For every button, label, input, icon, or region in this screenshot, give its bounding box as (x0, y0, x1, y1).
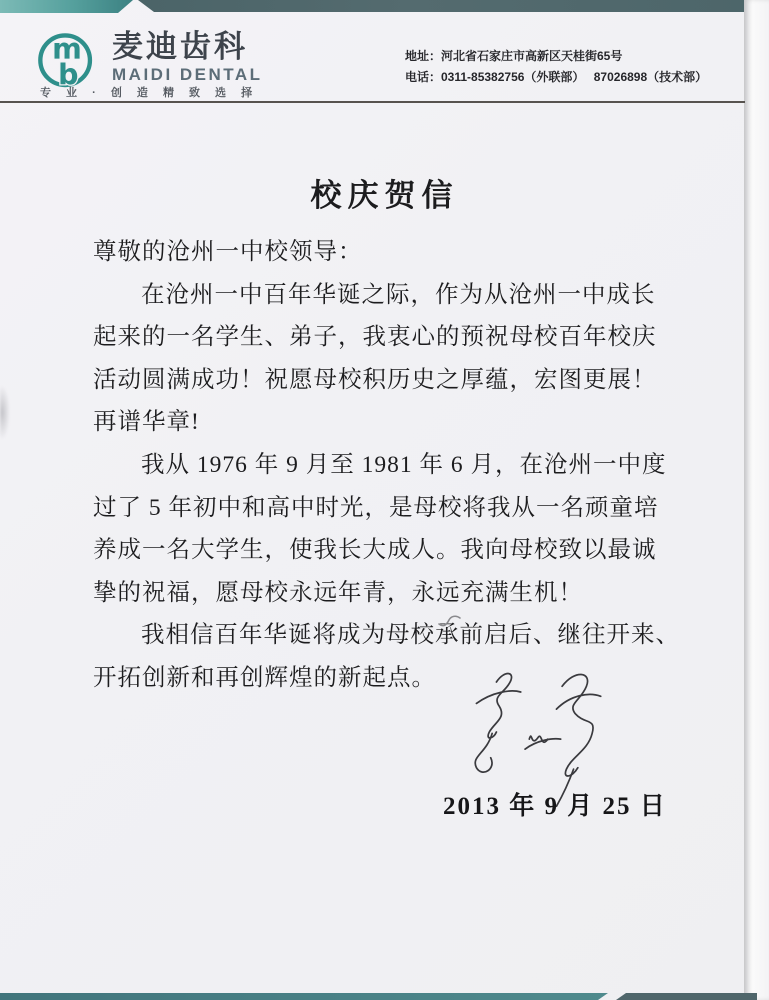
letter-line: 起来的一名学生、弟子，我衷心的预祝母校百年校庆 (93, 324, 657, 351)
brand-block (112, 30, 263, 86)
letter-line: 过了 5 年初中和高中时光，是母校将我从一名顽童培 (93, 494, 659, 521)
maidi-dental-logo-icon (36, 28, 98, 90)
footer-band (616, 993, 757, 1000)
letterhead (0, 0, 744, 103)
letterhead-divider (0, 101, 745, 103)
svg-text:m: m (52, 32, 82, 66)
letter-line: 再谱华章! (93, 409, 200, 436)
scan-smudge (0, 385, 10, 440)
letter-line: 养成一名大学生，使我长大成人。我向母校致以最诚 (93, 537, 657, 564)
address-line: 地址：河北省石家庄市高新区天桂街65号 (405, 49, 623, 63)
letter-date: 2013 年 9 月 25 日 (443, 793, 667, 820)
brand-slogan: 专 业 · 创 造 精 致 选 择 (40, 87, 259, 99)
phone-line: 电话：0311-85382756（外联部） 87026898（技术部） (405, 70, 708, 84)
brand-name-english: MAIDI DENTAL (112, 65, 263, 84)
page-right-edge (744, 0, 769, 1000)
letter-line: 在沧州一中百年华诞之际，作为从沧州一中成长 (141, 281, 656, 308)
brand-name-chinese: 麦迪齿科 (112, 29, 248, 64)
letter-body (93, 231, 703, 700)
letter-title: 校庆贺信 (310, 178, 459, 213)
letter-line: 开拓创新和再创辉煌的新起点。 (93, 664, 436, 691)
footer-accent-band (0, 993, 608, 1000)
salutation: 尊敬的沧州一中校领导： (93, 239, 363, 265)
pencil-check-mark (437, 613, 463, 629)
letter-line: 我从 1976 年 9 月至 1981 年 6 月，在沧州一中度 (141, 451, 667, 478)
letter-line: 我相信百年华诞将成为母校承前启后、继往开来、 (141, 622, 680, 649)
letter-line: 挚的祝福，愿母校永远年青，永远充满生机！ (93, 579, 583, 606)
letter-line: 活动圆满成功！祝愿母校积历史之厚蕴，宏图更展！ (93, 366, 657, 393)
contact-block (405, 46, 707, 88)
svg-text:d: d (58, 57, 79, 90)
